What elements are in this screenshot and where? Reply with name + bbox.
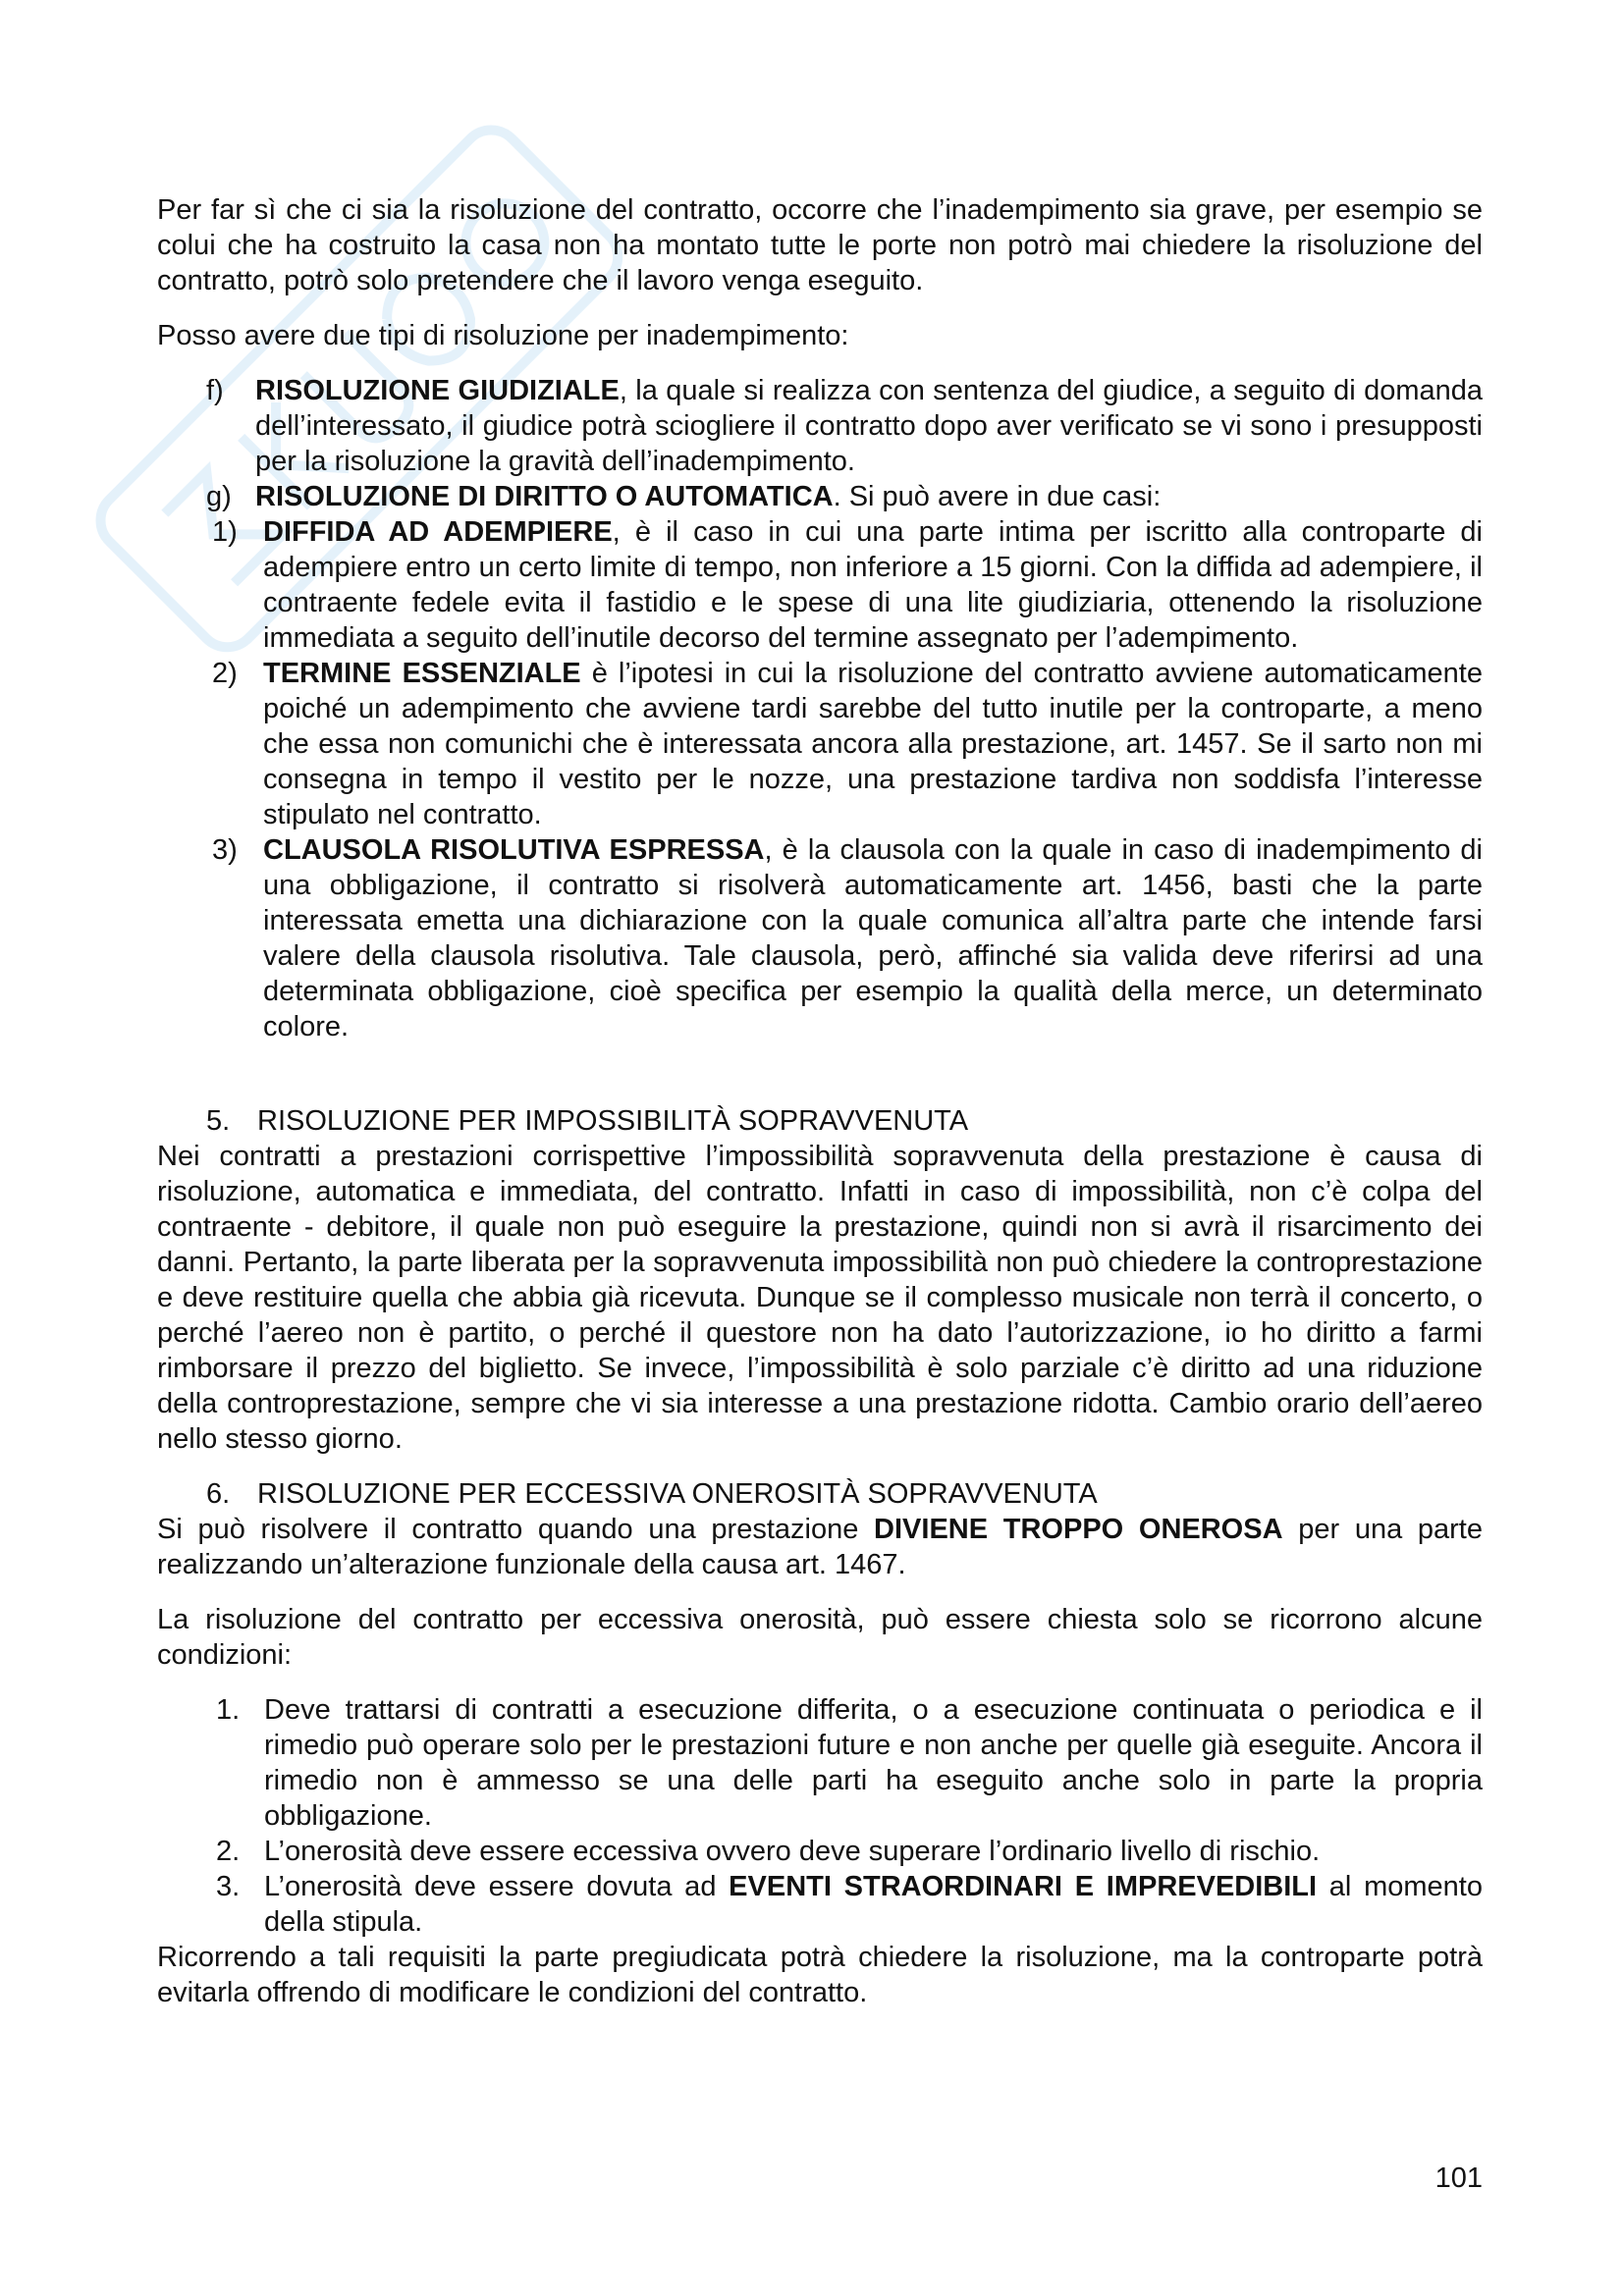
list-item-case-2 <box>157 656 1483 832</box>
term-bold: RISOLUZIONE GIUDIZIALE <box>255 375 620 406</box>
term-description: . Si può avere in due casi: <box>833 481 1162 512</box>
closing-paragraph: Ricorrendo a tali requisiti la parte pregiudicata potrà chiedere la risoluzione, ma la controparte potrà evitarla offrendo di modificare le condizioni del contratto. <box>157 1942 1483 2008</box>
term-bold: RISOLUZIONE DI DIRITTO O AUTOMATICA <box>255 481 834 512</box>
condition-item-3 <box>157 1869 1483 1940</box>
list-marker: f) <box>206 375 224 406</box>
term-description: , la quale si realizza con sentenza del giudice, a seguito di domanda dell’interessato, il giudice potrà sciogliere il contratto dopo aver verificato se vi sono i presupposti per la risoluzione la gravità dell’inadempimento. <box>255 375 1483 477</box>
list-marker: 2. <box>216 1836 241 1867</box>
body-text: Si può risolvere il contratto quando una prestazione <box>157 1514 875 1545</box>
conditions-intro: La risoluzione del contratto per eccessiva onerosità, può essere chiesta solo se ricorrono alcune condizioni: <box>157 1604 1483 1671</box>
term-bold: EVENTI STRAORDINARI E IMPREVEDIBILI <box>729 1871 1318 1902</box>
section-6-heading <box>157 1476 1483 1512</box>
condition-text: L’onerosità deve essere eccessiva ovvero deve superare l’ordinario livello di rischio. <box>264 1836 1321 1867</box>
section-number: 6. <box>206 1478 231 1510</box>
list-marker: 3) <box>212 834 238 866</box>
types-intro: Posso avere due tipi di risoluzione per inadempimento: <box>157 320 849 351</box>
term-description: , è la clausola con la quale in caso di inadempimento di una obbligazione, il contratto si risolverà automaticamente art. 1456, basti che la parte interessata emetta una dichiarazione con la quale comunica all’altra parte che intende farsi valere della clausola risolutiva. Tale clausola, però, affinché sia valida deve riferirsi ad una determinata obbligazione, cioè specifica per esempio la qualità della merce, un determinato colore. <box>263 834 1483 1042</box>
section-5-heading <box>157 1103 1483 1139</box>
term-bold: CLAUSOLA RISOLUTIVA ESPRESSA <box>263 834 765 866</box>
term-bold: DIVIENE TROPPO ONEROSA <box>874 1514 1283 1545</box>
list-item-case-3 <box>157 832 1483 1044</box>
term-description: , è il caso in cui una parte intima per iscritto alla controparte di adempiere entro un certo limite di tempo, non inferiore a 15 giorni. Con la diffida ad adempiere, il contraente fedele evita il fastidio e le spese di una lite giudiziaria, ottenendo la risoluzione immediata a seguito dell’inutile decorso del termine assegnato per l’adempimento. <box>263 516 1484 654</box>
condition-item-1 <box>157 1692 1483 1834</box>
section-title: RISOLUZIONE PER ECCESSIVA ONEROSITÀ SOPRAVVENUTA <box>257 1478 1098 1510</box>
list-item-type-g <box>157 479 1483 514</box>
section-6-body <box>157 1512 1483 1582</box>
section-5-body: Nei contratti a prestazioni corrispettive l’impossibilità sopravvenuta della prestazione è causa di risoluzione, automatica e immediata, del contratto. Infatti in caso di impossibilità, non c’è colpa del contraente - debitore, il quale non può eseguire la prestazione, quindi non si avrà il risarcimento dei danni. Pertanto, la parte liberata per la sopravvenuta impossibilità non può chiedere la controprestazione e deve restituire quella che abbia già ricevuta. Dunque se il complesso musicale non terrà il concerto, o perché l’aereo non è partito, o perché il questore non ha dato l’autorizzazione, io ho diritto a farmi rimborsare il prezzo del biglietto. Se invece, l’impossibilità è solo parziale c’è diritto ad una riduzione della controprestazione, sempre che vi sia interesse a una prestazione ridotta. Cambio orario dell’aereo nello stesso giorno. <box>157 1141 1483 1455</box>
term-bold: DIFFIDA AD ADEMPIERE <box>263 516 613 548</box>
condition-item-2 <box>157 1834 1483 1869</box>
list-marker: 2) <box>212 658 238 689</box>
section-title: RISOLUZIONE PER IMPOSSIBILITÀ SOPRAVVENUTA <box>257 1105 969 1137</box>
term-description: è l’ipotesi in cui la risoluzione del contratto avviene automaticamente poiché un adempimento che avviene tardi sarebbe del tutto inutile per la controparte, a meno che essa non comunichi che è interessata ancora alla prestazione, art. 1457. Se il sarto non mi consegna in tempo il vestito per le nozze, una prestazione tardiva non soddisfa l’interesse stipulato nel contratto. <box>263 658 1483 830</box>
list-item-case-1 <box>157 514 1483 656</box>
body-text: per una parte realizzando un’alterazione funzionale della causa art. 1467. <box>157 1514 1483 1580</box>
condition-text: L’onerosità deve essere dovuta ad <box>264 1871 730 1902</box>
condition-text: al momento della stipula. <box>264 1871 1483 1938</box>
condition-text: Deve trattarsi di contratti a esecuzione differita, o a esecuzione continuata o periodica e il rimedio può operare solo per le prestazioni future e non anche per quelle già eseguite. Ancora il rimedio non è ammesso se una delle parti ha eseguito anche solo in parte la propria obbligazione. <box>264 1694 1483 1832</box>
term-bold: TERMINE ESSENZIALE <box>263 658 581 689</box>
section-number: 5. <box>206 1105 231 1137</box>
list-marker: 3. <box>216 1871 241 1902</box>
list-marker: 1. <box>216 1694 241 1726</box>
intro-paragraph: Per far sì che ci sia la risoluzione del contratto, occorre che l’inadempimento sia grave, per esempio se colui che ha costruito la casa non ha montato tutte le porte non potrò mai chiedere la risoluzione del contratto, potrò solo pretendere che il lavoro venga eseguito. <box>157 194 1483 296</box>
document-body <box>157 192 1483 2010</box>
list-marker: 1) <box>212 516 238 548</box>
list-item-type-f <box>157 373 1483 479</box>
page-number: 101 <box>1434 2163 1483 2194</box>
list-marker: g) <box>206 481 232 512</box>
